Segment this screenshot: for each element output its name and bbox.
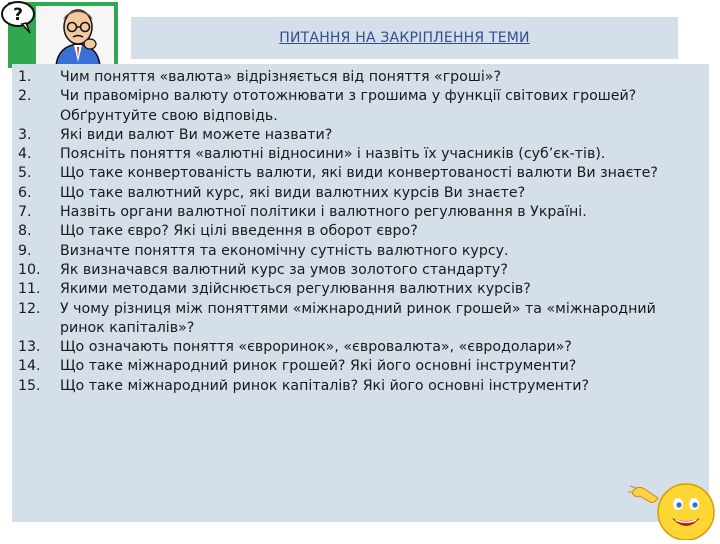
question-text: Визначте поняття та економічну сутність валютного курсу. [60,242,509,259]
question-text: Що таке міжнародний ринок грошей? Які його основні інструменти? [60,358,577,375]
thinking-man-question-icon [0,0,120,70]
question-number: 9. [18,242,32,259]
question-text: Чи правомірно валюту ототожнювати з грошима у функції світових грошей? Обґрунтуйте свою відповідь. [60,88,637,124]
question-number: 12. [18,300,41,317]
question-text: Що таке валютний курс, які види валютних курсів Ви знаєте? [60,184,526,201]
question-text: Чим поняття «валюта» відрізняється від поняття «гроші»? [60,69,501,85]
question-text: Що таке міжнародний ринок капіталів? Які його основні інструменти? [60,377,590,394]
question-number: 8. [18,223,32,240]
list-item [18,87,701,126]
list-item [18,377,701,396]
question-number: 2. [18,88,32,105]
list-item [18,68,701,87]
questions-list [18,68,701,396]
list-item [18,184,701,203]
question-number: 10. [18,261,41,278]
question-text: Що таке євро? Які цілі введення в оборот євро? [60,223,418,240]
question-number: 14. [18,358,41,375]
question-number: 11. [18,281,41,298]
question-text: У чому різниця між поняттями «міжнародний ринок грошей» та «міжнародний ринок капіталів»? [60,300,656,336]
list-item [18,164,701,183]
list-item [18,126,701,145]
question-number: 13. [18,339,41,356]
list-item [18,261,701,280]
question-number: 1. [18,69,32,85]
question-number: 15. [18,377,41,394]
waving-smiley-icon [628,478,720,540]
list-item [18,338,701,357]
bubble-question-mark: ? [13,5,23,25]
list-item [18,203,701,222]
question-text: Якими методами здійснюється регулювання валютних курсів? [60,281,531,298]
title-bar [131,17,678,59]
list-item [18,222,701,241]
page-title: ПИТАННЯ НА ЗАКРІПЛЕННЯ ТЕМИ [279,30,530,46]
question-number: 5. [18,165,32,182]
question-text: Назвіть органи валютної політики і валютного регулювання в Україні. [60,204,587,221]
list-item [18,300,701,339]
question-text: Як визначався валютний курс за умов золотого стандарту? [60,261,508,278]
list-item [18,280,701,299]
list-item [18,357,701,376]
question-number: 4. [18,146,32,163]
question-text: Поясніть поняття «валютні відносини» і назвіть їх учасників (суб’єк-тів). [60,146,606,163]
list-item [18,145,701,164]
list-item [18,242,701,261]
question-number: 7. [18,204,32,221]
question-text: Що означають поняття «євроринок», «євровалюта», «євродолари»? [60,339,572,356]
question-text: Які види валют Ви можете назвати? [60,126,333,143]
questions-panel [12,64,709,522]
question-number: 6. [18,184,32,201]
question-text: Що таке конвертованість валюти, які види конвертованості валюти Ви знаєте? [60,165,658,182]
question-number: 3. [18,126,32,143]
